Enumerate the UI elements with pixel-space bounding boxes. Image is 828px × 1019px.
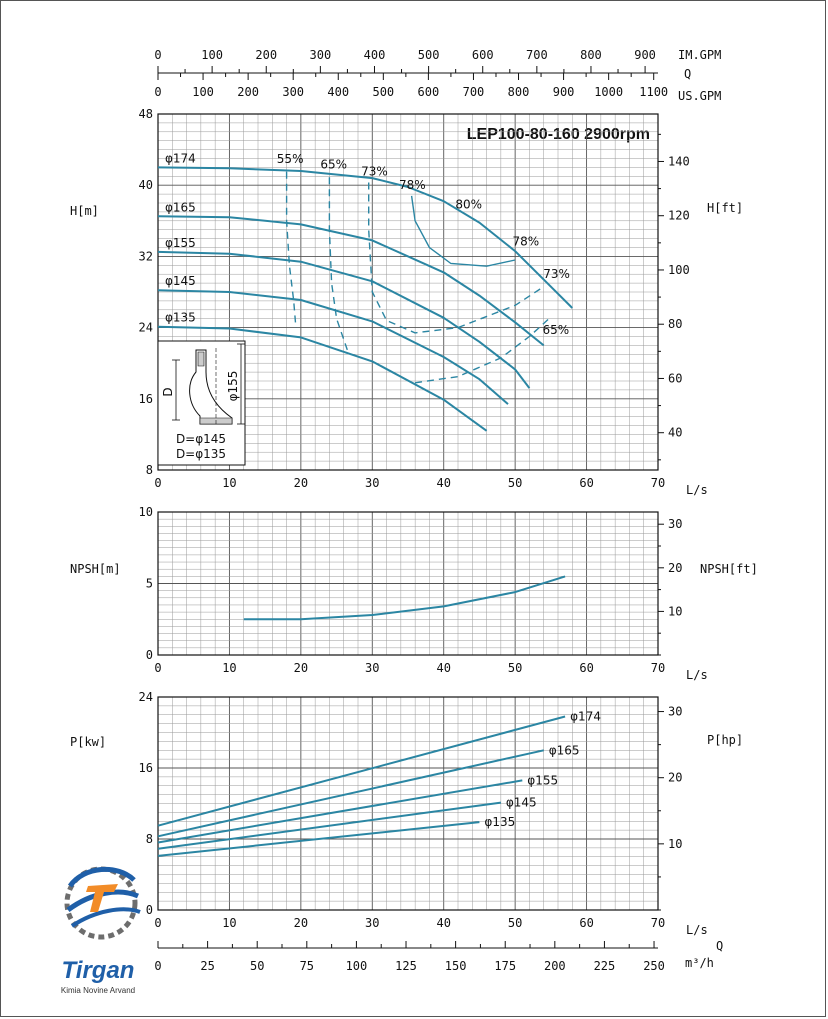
imp-gpm-tick-label: 100: [201, 48, 223, 62]
efficiency-label: 65%: [320, 157, 348, 172]
head-x-tick-label: 30: [365, 476, 380, 490]
power-x-tick-label: 20: [293, 916, 309, 930]
efficiency-label: 78%: [398, 177, 426, 192]
inset-line-2: D=φ135: [175, 447, 227, 461]
imp-gpm-label: IM.GPM: [678, 48, 722, 62]
head-y-tick-label: 32: [138, 249, 153, 264]
head-curve-φ174: [158, 167, 572, 308]
head-y-tick-label: 8: [145, 463, 153, 477]
head-curve-label: φ165: [165, 200, 196, 215]
us-gpm-tick-label: 800: [507, 85, 530, 99]
efficiency-label: 55%: [276, 151, 304, 166]
npsh-panel: [139, 505, 683, 675]
head-y-tick-label: 24: [138, 320, 153, 335]
npsh-x-tick-label: 30: [365, 661, 380, 675]
efficiency-label: 78%: [512, 234, 540, 249]
power-x-tick-label: 50: [507, 916, 523, 930]
npsh-grid: [158, 512, 658, 655]
head-x-tick-label: 10: [222, 476, 237, 490]
imp-gpm-tick-label: 400: [363, 48, 386, 62]
power-ylabel: P[kw]: [70, 735, 107, 749]
m3h-tick-label: 25: [200, 959, 215, 973]
imp-gpm-tick-label: 900: [634, 48, 656, 62]
npsh-x-tick-label: 50: [507, 661, 523, 675]
head-x-tick-label: 50: [507, 476, 523, 490]
m3h-tick-label: 100: [345, 959, 368, 973]
top-flow-axes: [154, 48, 721, 103]
power-x-tick-label: 40: [436, 916, 451, 930]
head-y-right-tick-label: 100: [668, 262, 690, 277]
us-gpm-tick-label: 1000: [594, 85, 624, 99]
npsh-x-tick-label: 20: [293, 661, 309, 675]
power-panel: [139, 690, 683, 973]
power-grid: [158, 697, 658, 910]
imp-gpm-tick-label: 600: [471, 48, 494, 62]
head-y-tick-label: 40: [138, 178, 153, 193]
head-curve-φ165: [158, 216, 544, 345]
imp-gpm-tick-label: 0: [154, 48, 162, 62]
head-curve-label: φ174: [165, 151, 196, 166]
us-gpm-tick-label: 400: [327, 85, 350, 99]
power-curve-label: φ155: [527, 773, 559, 788]
m3h-tick-label: 75: [299, 959, 315, 973]
head-y-tick-label: 48: [138, 107, 153, 121]
efficiency-label: 65%: [542, 322, 570, 337]
npsh-y-tick-label: 5: [145, 576, 153, 591]
power-y-tick-label: 16: [138, 761, 153, 775]
power-x-tick-label: 70: [650, 916, 666, 930]
power-y-tick-label: 24: [138, 690, 153, 704]
npsh-ylabel: NPSH[m]: [70, 562, 121, 576]
power-curve-label: φ135: [484, 815, 516, 830]
head-x-tick-label: 70: [650, 476, 666, 490]
head-y-tick-label: 16: [138, 391, 153, 406]
npsh-ylabel-right: NPSH[ft]: [700, 562, 758, 576]
us-gpm-tick-label: 100: [192, 85, 214, 99]
power-y-right-tick-label: 30: [668, 704, 683, 719]
npsh-y-right-tick-label: 30: [668, 517, 683, 532]
m3h-tick-label: 125: [395, 959, 417, 973]
us-gpm-label: US.GPM: [678, 89, 722, 103]
npsh-x-tick-label: 60: [579, 661, 594, 675]
power-xlabel: L/s: [686, 923, 708, 937]
imp-gpm-tick-label: 500: [417, 48, 440, 62]
m3h-tick-label: 150: [444, 959, 467, 973]
imp-gpm-tick-label: 300: [309, 48, 332, 62]
head-x-tick-label: 60: [579, 476, 594, 490]
m3h-tick-label: 200: [543, 959, 566, 973]
us-gpm-tick-label: 600: [417, 85, 440, 99]
head-x-tick-label: 20: [293, 476, 309, 490]
power-y-tick-label: 8: [145, 832, 153, 846]
head-ylabel: H[m]: [70, 204, 99, 218]
us-gpm-tick-label: 300: [282, 85, 305, 99]
power-y-right-tick-label: 20: [668, 770, 683, 785]
imp-gpm-tick-label: 700: [526, 48, 548, 62]
power-y-tick-label: 0: [145, 903, 153, 917]
head-curve-label: φ145: [165, 274, 196, 289]
us-gpm-tick-label: 200: [237, 85, 259, 99]
power-x-tick-label: 0: [154, 916, 162, 930]
logo-name: Tirgan: [61, 957, 135, 984]
gear-icon: [67, 869, 140, 937]
logo-tagline: Kimia Novine Arvand: [60, 986, 136, 995]
efficiency-label: 73%: [361, 164, 388, 179]
npsh-x-tick-label: 70: [650, 661, 666, 675]
npsh-xlabel: L/s: [686, 668, 708, 682]
us-gpm-tick-label: 1100: [639, 85, 669, 99]
tirgan-logo: [61, 869, 140, 995]
npsh-y-tick-label: 0: [145, 648, 153, 662]
head-x-tick-label: 0: [154, 476, 162, 490]
m3h-tick-label: 225: [593, 959, 616, 973]
efficiency-curve-55%: [287, 172, 296, 328]
m3h-axis: [154, 941, 664, 973]
inset-dimension-label: φ155: [226, 370, 240, 402]
head-ylabel-right: H[ft]: [707, 201, 744, 215]
m3h-label: m³/h: [685, 956, 714, 970]
us-gpm-tick-label: 900: [552, 85, 575, 99]
npsh-y-tick-label: 10: [138, 505, 153, 519]
inset-line-1: D=φ145: [175, 432, 227, 446]
m3h-tick-label: 0: [154, 959, 162, 973]
m3h-tick-label: 250: [643, 959, 665, 973]
efficiency-label: 80%: [455, 197, 483, 212]
head-curve-label: φ135: [165, 310, 196, 325]
head-y-right-tick-label: 140: [668, 154, 690, 169]
chart-title: LEP100-80-160 2900rpm: [466, 126, 650, 143]
us-gpm-tick-label: 500: [372, 85, 395, 99]
head-y-right-tick-label: 120: [668, 208, 690, 223]
power-curve-label: φ145: [505, 795, 537, 810]
npsh-x-tick-label: 0: [154, 661, 162, 675]
head-curve-label: φ155: [165, 235, 196, 250]
impeller-inset: [158, 341, 245, 465]
top-q-label: Q: [684, 67, 692, 81]
imp-gpm-tick-label: 800: [580, 48, 602, 62]
us-gpm-tick-label: 0: [154, 85, 162, 99]
head-xlabel: L/s: [686, 483, 708, 497]
power-curve-φ174: [158, 717, 565, 826]
efficiency-label: 73%: [543, 266, 570, 281]
m3h-tick-label: 50: [249, 959, 265, 973]
us-gpm-tick-label: 700: [462, 85, 485, 99]
head-y-right-tick-label: 40: [668, 425, 683, 440]
npsh-x-tick-label: 40: [436, 661, 451, 675]
efficiency-curve-65%: [415, 317, 551, 383]
m3h-tick-label: 175: [494, 959, 517, 973]
power-x-tick-label: 60: [579, 916, 594, 930]
head-y-right-tick-label: 80: [668, 317, 683, 332]
power-x-tick-label: 30: [365, 916, 380, 930]
imp-gpm-tick-label: 200: [255, 48, 278, 62]
power-y-right-tick-label: 10: [668, 836, 683, 851]
npsh-y-right-tick-label: 20: [668, 560, 683, 575]
inset-d-label: D: [161, 387, 175, 397]
power-curve-label: φ165: [548, 743, 580, 758]
power-ylabel-right: P[hp]: [707, 733, 744, 747]
power-curve-label: φ174: [570, 709, 601, 724]
npsh-y-right-tick-label: 10: [668, 604, 683, 619]
head-x-tick-label: 40: [436, 476, 451, 490]
bottom-q-label: Q: [716, 939, 724, 953]
npsh-x-tick-label: 10: [222, 661, 237, 675]
power-x-tick-label: 10: [222, 916, 237, 930]
head-y-right-tick-label: 60: [668, 371, 683, 386]
